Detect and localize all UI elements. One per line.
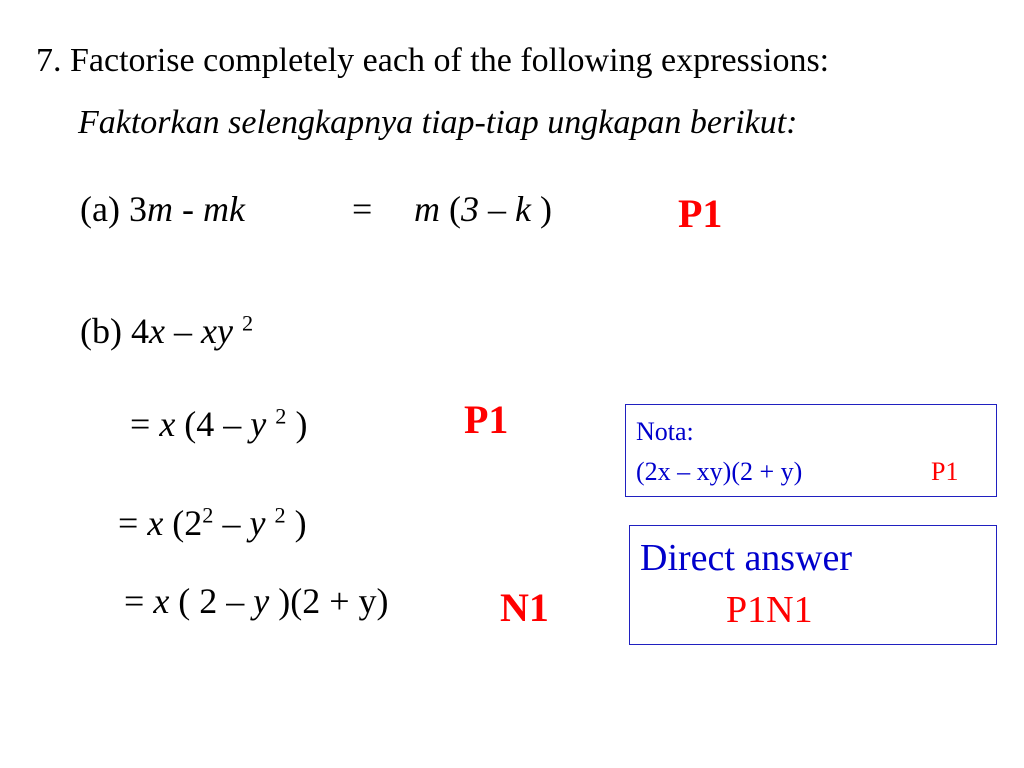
part-b-step-3: = x ( 2 – y )(2 + y) — [124, 581, 389, 621]
part-a-expression: (a) 3m - mk — [80, 189, 245, 229]
nota-mark: P1 — [931, 457, 959, 486]
part-a-mark: P1 — [678, 191, 723, 236]
question-number: 7. — [36, 42, 62, 79]
nota-expression: (2x – xy)(2 + y) — [636, 457, 803, 486]
part-b-step-2: = x ($2^2$ – y $^2$ ) — [118, 502, 307, 543]
direct-answer-box — [629, 525, 997, 645]
part-a-equals: = — [352, 189, 373, 229]
nota-box — [625, 404, 997, 497]
part-b-step-1-mark: P1 — [464, 397, 509, 442]
part-b-step-1: = x (4 – y $^2$ ) — [130, 403, 308, 444]
question-malay: Faktorkan selengkapnya tiap-tiap ungkapan berikut: — [78, 104, 798, 141]
direct-answer-mark: P1N1 — [726, 589, 813, 631]
part-b-expression: (b) 4x – xy $^2$ — [80, 310, 254, 351]
nota-title: Nota: — [636, 417, 694, 446]
question-english: Factorise completely each of the following expressions: — [70, 42, 830, 79]
part-b-step-3-mark: N1 — [500, 585, 549, 630]
part-a-answer: m (3 – k ) — [414, 189, 552, 229]
question-heading — [36, 42, 829, 80]
direct-answer-title: Direct answer — [640, 537, 853, 579]
